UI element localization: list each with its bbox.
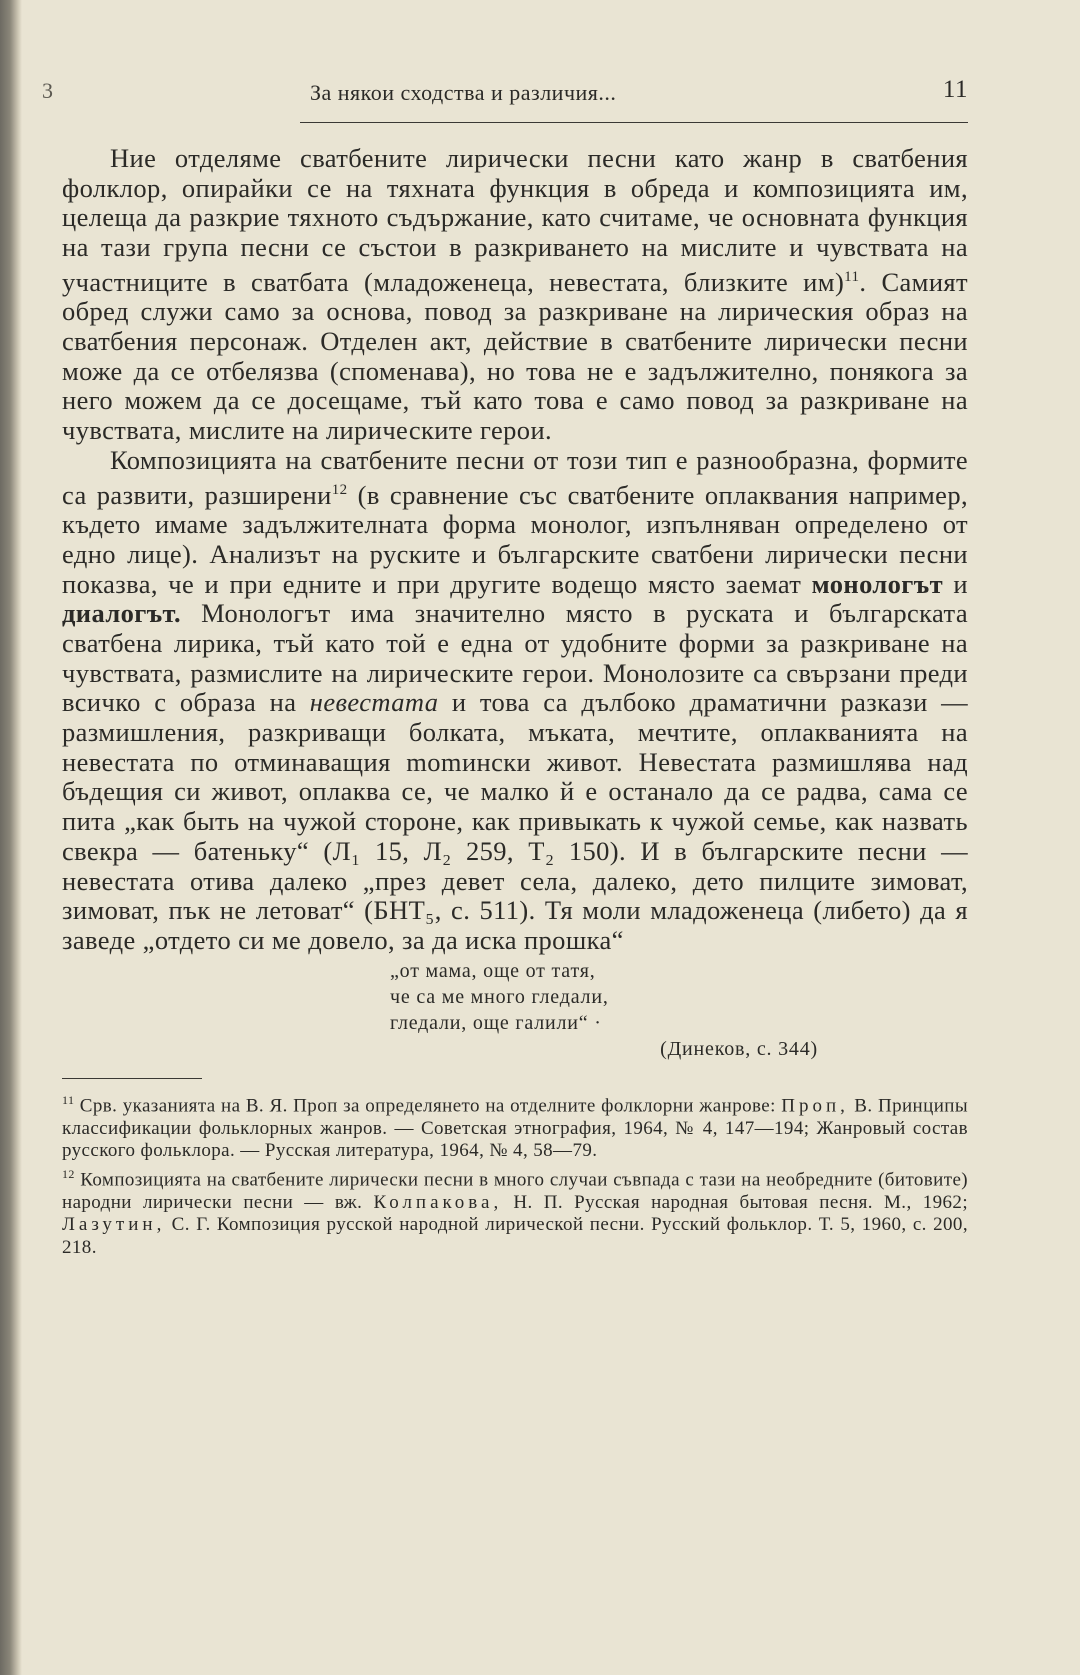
body-text (62, 144, 968, 956)
page-mark-left: 3 (42, 78, 54, 103)
term-monologue: монологът (811, 568, 944, 599)
footnote-rule (62, 1078, 202, 1079)
header-rule (300, 122, 968, 123)
verse-line: „от мама, още от татя, (390, 959, 596, 982)
footnote-11: $^{11}$ Срв. указанията на В. Я. Проп за определянето на отделните фолклорни жанрове: Проп, В. Принципы классификации фольклорных жанров. — Советская этнография, 1964, № 4, 147—194; Жанровый состав русского фольклора. — Русская литература, 1964, № 4, 58—79. (62, 1092, 968, 1162)
book-spine-shadow (0, 0, 22, 1675)
page-header (42, 70, 968, 116)
footnotes (62, 1089, 968, 1260)
verse-source: (Динеков, с. 344) (660, 1037, 818, 1060)
term-bride: невестата (309, 687, 439, 718)
footnote-ref-11[interactable]: 11 (844, 268, 860, 285)
term-dialogue: диалогът. (62, 598, 182, 629)
verse-quote (390, 958, 968, 1062)
footnote-ref-12[interactable]: 12 (331, 481, 348, 498)
verse-line: гледали, още галили“ · (390, 1011, 602, 1034)
footnote-12: $^{12}$ Композицията на сватбените лирически песни в много случаи съвпада с тази на необредните (битовите) народни лирически песни — вж. Колпакова, Н. П. Русская народная бытовая песня. М., 1962; Лазутин, С. Г. Композиция русской народной лирической песни. Русский фольклор. Т. 5, 1960, с. 200, 218. (62, 1166, 969, 1258)
document-page (42, 70, 969, 1259)
paragraph-1: Ние отделяме сватбените лирически песни като жанр в сватбения фолклор, опирайки се на тяхната функция в обреда и композицията им, целеща да разкрие тяхното съдържание, като считаме, че основната функция на тази група песни се състои в разкриването на мислите и чувствата на участниците в сватбата (младоженеца, невестата, близките им)$^{11}$. Самият обред служи само за основа, повод за разкриване на лирическия образ на сватбения персонаж. Отделен акт, действие в сватбените лирически песни може да се отбелязва (споменава), но това не е задължително, понякога за него можем да се досещаме, тъй като това е само повод за разкриване на чувствата, мислите на лирическите герои. (62, 143, 969, 446)
paragraph-2: Композицията на сватбените песни от този тип е разнообразна, формите са развити, разширени$^{12}$ (в сравнение със сватбените оплаквания например, където имаме задължителната форма монолог, изпълняван определено от едно лице). Анализът на руските и българските сватбени лирически песни показва, че и при едните и при другите водещо място заемат монологът и диалогът. Монологът има значително място в руската и българската сватбена лирика, тъй като той е една от удобните форми за разкриване на чувствата, размислите на лирическите герои. Монолозите са свързани преди всичко с образа на невестата и това са дълбоко драматични разкази — размишления, разкриващи болката, мъката, мечтите, оплакванията на невестата по отминаващия momински живот. Невестата размишлява над бъдещия си живот, оплаква се, че малко й е останало да се радва, сама се пита „как быть на чужой стороне, как привыкать к чужой семье, как назвать свекра — батеньку“ (Л₁ 15, Л₂ 259, Т₂ 150). И в българските песни — невестата отива далеко „през девет села, далеко, дето пилците зимоват, зимоват, пък не летоват“ (БНТ₅, с. 511). Тя моли младоженеца (либето) да я заведе „отдето си ме довело, за да иска прошка“ (62, 444, 968, 955)
verse-line: че са ме много гледали, (390, 985, 609, 1008)
running-title: За някои сходства и различия... (310, 80, 617, 105)
page-number: 11 (942, 76, 968, 103)
